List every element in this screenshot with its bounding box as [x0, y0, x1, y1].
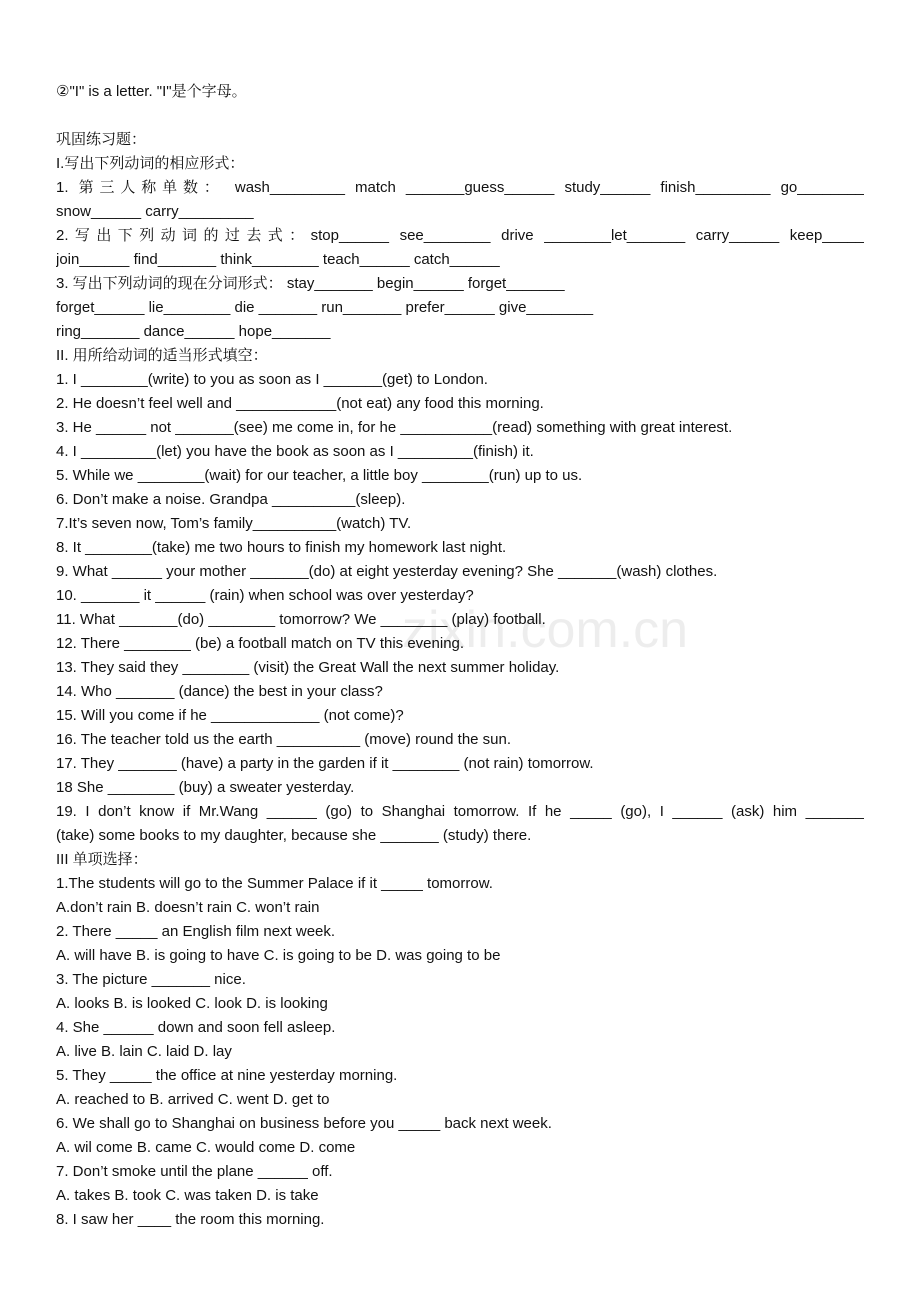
choice-question: 1.The students will go to the Summer Palace if it _____ tomorrow. — [56, 875, 493, 892]
choice-options: A. reached to B. arrived C. went D. get to — [56, 1091, 330, 1108]
choice-options: A. live B. lain C. laid D. lay — [56, 1043, 232, 1060]
question-item: 13. They said they ________ (visit) the Great Wall the next summer holiday. — [56, 659, 560, 676]
exercise-line: ring_______ dance______ hope_______ — [56, 323, 331, 340]
question-item: 2. He doesn’t feel well and ____________(not eat) any food this morning. — [56, 395, 544, 412]
question-item: 18 She ________ (buy) a sweater yesterday. — [56, 779, 355, 796]
document-page — [56, 80, 864, 1232]
exercise-line: 3. 写出下列动词的现在分词形式： stay_______ begin______ forget_______ — [56, 275, 565, 292]
choice-options: A. looks B. is looked C. look D. is looking — [56, 995, 328, 1012]
exercise-line: forget______ lie________ die _______ run_______ prefer______ give________ — [56, 299, 594, 316]
question-item: 1. I ________(write) to you as soon as I _______(get) to London. — [56, 371, 488, 388]
choice-options: A. wil come B. came C. would come D. come — [56, 1139, 356, 1156]
blank-line — [56, 104, 864, 128]
question-item: 19. I don’t know if Mr.Wang ______ (go) to Shanghai tomorrow. If he _____ (go), I ______ (ask) him _______ — [56, 803, 864, 820]
question-item: 3. He ______ not _______(see) me come in, for he ___________(read) something with great interest. — [56, 419, 733, 436]
choice-question: 8. I saw her ____ the room this morning. — [56, 1211, 325, 1228]
intro-line: ②"I" is a letter. "I"是个字母。 — [56, 83, 247, 100]
question-item: 9. What ______ your mother _______(do) at eight yesterday evening? She _______(wash) clothes. — [56, 563, 718, 580]
question-item: 5. While we ________(wait) for our teacher, a little boy ________(run) up to us. — [56, 467, 583, 484]
question-item: 8. It ________(take) me two hours to finish my homework last night. — [56, 539, 507, 556]
question-item-continued: (take) some books to my daughter, because she _______ (study) there. — [56, 827, 532, 844]
exercise-line: 2.写出下列动词的过去式：stop______ see________ drive ________let_______ carry______ keep_____ — [56, 227, 864, 244]
question-item: 4. I _________(let) you have the book as soon as I _________(finish) it. — [56, 443, 534, 460]
exercise-line: 1. 第三人称单数： wash_________ match _______guess______ study______ finish_________ go________ — [56, 179, 864, 196]
choice-question: 6. We shall go to Shanghai on business before you _____ back next week. — [56, 1115, 552, 1132]
choice-question: 3. The picture _______ nice. — [56, 971, 246, 988]
section-heading-part2: II. 用所给动词的适当形式填空： — [56, 347, 268, 364]
choice-options: A. takes B. took C. was taken D. is take — [56, 1187, 319, 1204]
watermark-text: zixin.com.cn — [402, 601, 689, 659]
question-item: 10. _______ it ______ (rain) when school was over yesterday? — [56, 587, 474, 604]
choice-question: 2. There _____ an English film next week. — [56, 923, 336, 940]
question-item: 12. There ________ (be) a football match on TV this evening. — [56, 635, 465, 652]
section-heading-part3: III 单项选择： — [56, 851, 148, 868]
section-heading-part1: I.写出下列动词的相应形式： — [56, 155, 245, 172]
exercise-title: 巩固练习题： — [56, 131, 147, 148]
choice-question: 4. She ______ down and soon fell asleep. — [56, 1019, 336, 1036]
exercise-line: snow______ carry_________ — [56, 203, 254, 220]
question-item: 6. Don’t make a noise. Grandpa __________(sleep). — [56, 491, 406, 508]
question-item: 11. What _______(do) ________ tomorrow? We ________ (play) football. — [56, 611, 546, 628]
question-item: 7.It’s seven now, Tom’s family__________(watch) TV. — [56, 515, 412, 532]
question-item: 17. They _______ (have) a party in the garden if it ________ (not rain) tomorrow. — [56, 755, 594, 772]
choice-question: 5. They _____ the office at nine yesterday morning. — [56, 1067, 398, 1084]
choice-question: 7. Don’t smoke until the plane ______ off. — [56, 1163, 333, 1180]
question-item: 15. Will you come if he _____________ (not come)? — [56, 707, 404, 724]
question-item: 16. The teacher told us the earth __________ (move) round the sun. — [56, 731, 512, 748]
choice-options: A.don’t rain B. doesn’t rain C. won’t rain — [56, 899, 320, 916]
exercise-line: join______ find_______ think________ teach______ catch______ — [56, 251, 500, 268]
question-item: 14. Who _______ (dance) the best in your class? — [56, 683, 383, 700]
choice-options: A. will have B. is going to have C. is going to be D. was going to be — [56, 947, 501, 964]
